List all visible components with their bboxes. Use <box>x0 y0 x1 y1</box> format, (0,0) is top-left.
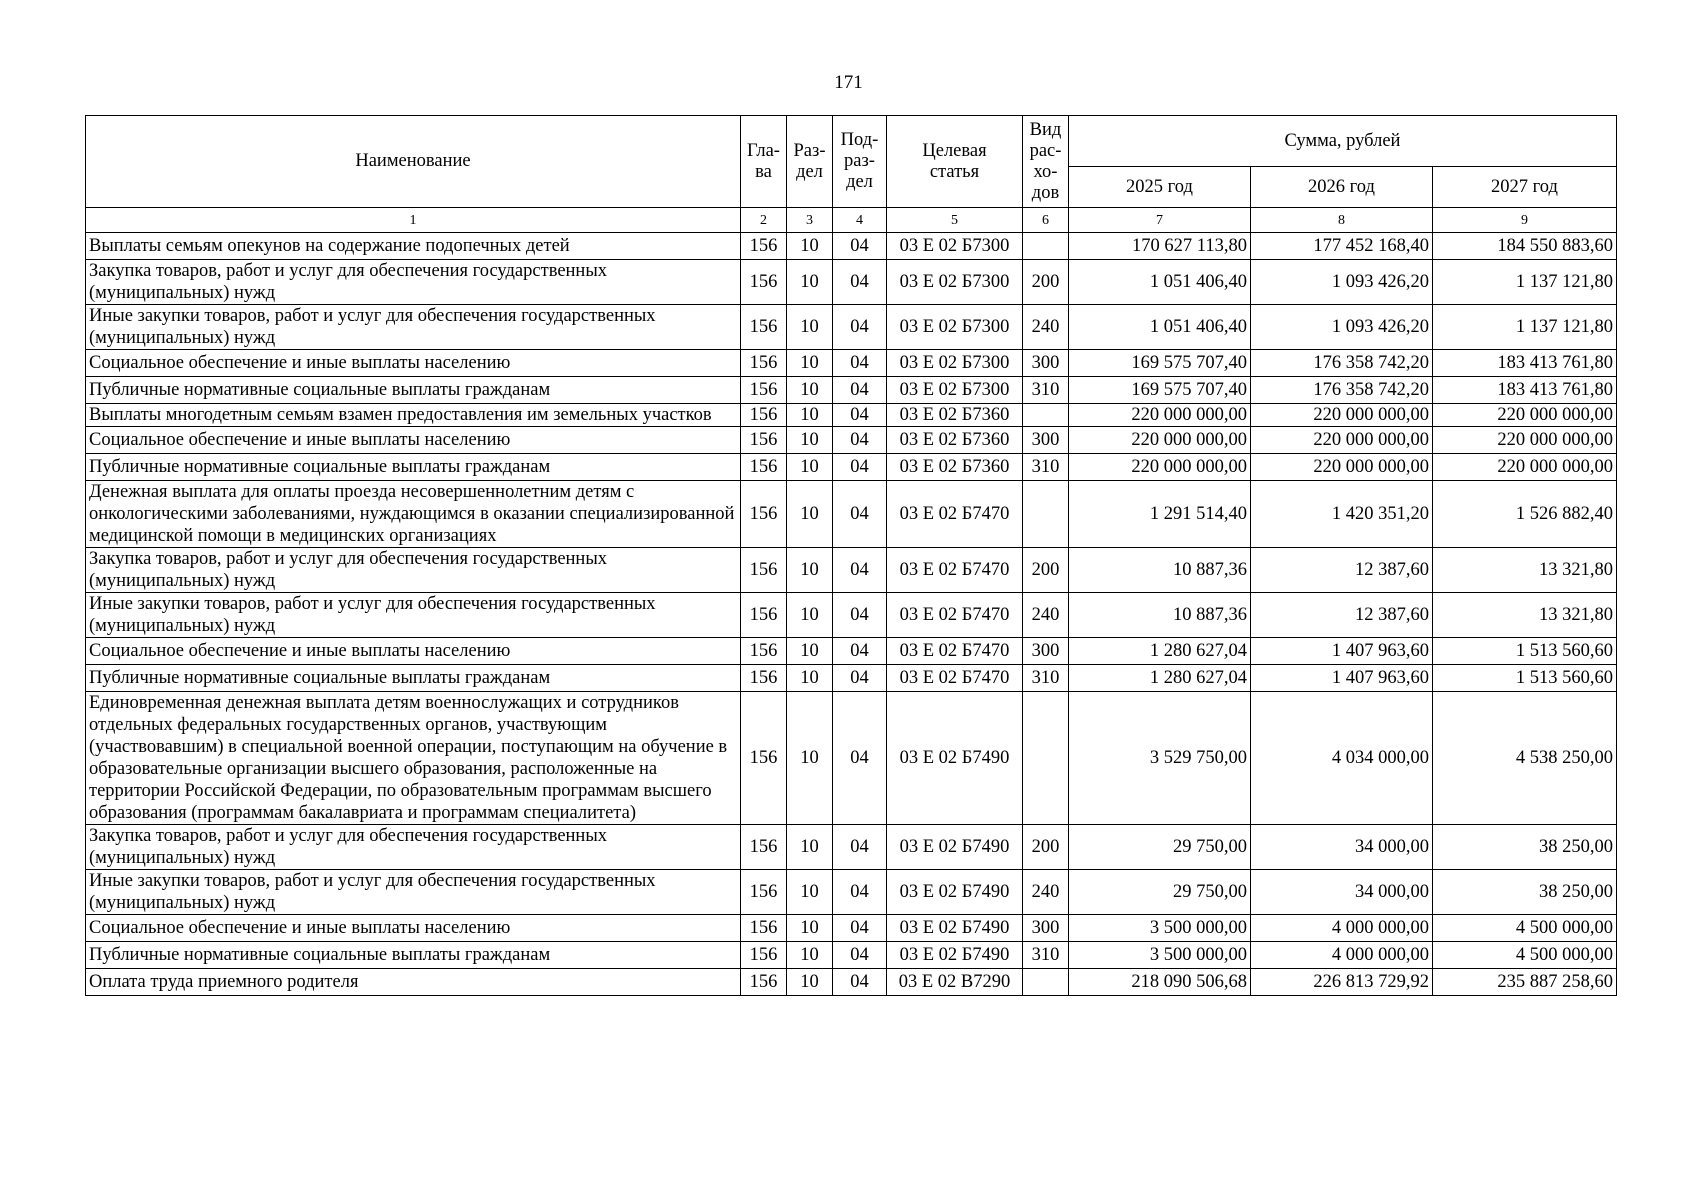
column-numbers-row <box>86 208 1617 233</box>
cell-celevaya: 03 Е 02 Б7470 <box>887 665 1023 692</box>
cell-razdel: 10 <box>787 638 833 665</box>
table-row <box>86 350 1617 377</box>
cell-vid: 200 <box>1023 260 1069 305</box>
table-row <box>86 377 1617 404</box>
cell-name: Оплата труда приемного родителя <box>86 969 741 996</box>
cell-razdel: 10 <box>787 969 833 996</box>
page-number: 171 <box>834 72 863 93</box>
cell-vid: 300 <box>1023 915 1069 942</box>
cell-2027: 183 413 761,80 <box>1433 350 1617 377</box>
cell-name: Выплаты семьям опекунов на содержание подопечных детей <box>86 233 741 260</box>
cell-razdel: 10 <box>787 260 833 305</box>
cell-2027: 1 513 560,60 <box>1433 638 1617 665</box>
cell-celevaya: 03 Е 02 Б7300 <box>887 377 1023 404</box>
cell-podrazdel: 04 <box>833 305 887 350</box>
cell-glava: 156 <box>741 593 787 638</box>
cell-name: Социальное обеспечение и иные выплаты населению <box>86 350 741 377</box>
cell-podrazdel: 04 <box>833 481 887 548</box>
cell-2025: 3 529 750,00 <box>1069 692 1251 825</box>
cell-2025: 1 051 406,40 <box>1069 260 1251 305</box>
cell-vid <box>1023 481 1069 548</box>
colnum-1: 1 <box>86 208 741 233</box>
colnum-5: 5 <box>887 208 1023 233</box>
cell-podrazdel: 04 <box>833 915 887 942</box>
cell-celevaya: 03 Е 02 Б7300 <box>887 305 1023 350</box>
cell-2027: 1 526 882,40 <box>1433 481 1617 548</box>
cell-razdel: 10 <box>787 942 833 969</box>
cell-2026: 12 387,60 <box>1251 593 1433 638</box>
cell-name: Закупка товаров, работ и услуг для обеспечения государственных (муниципальных) нужд <box>86 260 741 305</box>
table-header <box>86 116 1617 233</box>
cell-glava: 156 <box>741 548 787 593</box>
cell-2027: 13 321,80 <box>1433 593 1617 638</box>
cell-celevaya: 03 Е 02 Б7360 <box>887 404 1023 427</box>
header-podrazdel-label: Под- раз- дел <box>840 130 879 192</box>
cell-celevaya: 03 Е 02 Б7360 <box>887 427 1023 454</box>
cell-celevaya: 03 Е 02 Б7470 <box>887 481 1023 548</box>
cell-2027: 184 550 883,60 <box>1433 233 1617 260</box>
cell-name: Публичные нормативные социальные выплаты гражданам <box>86 942 741 969</box>
cell-glava: 156 <box>741 377 787 404</box>
table-row <box>86 969 1617 996</box>
cell-2026: 1 407 963,60 <box>1251 638 1433 665</box>
cell-2026: 1 093 426,20 <box>1251 260 1433 305</box>
cell-celevaya: 03 Е 02 Б7490 <box>887 692 1023 825</box>
cell-celevaya: 03 Е 02 Б7470 <box>887 638 1023 665</box>
cell-vid <box>1023 404 1069 427</box>
header-glava-label: Гла- ва <box>747 140 780 182</box>
cell-2027: 13 321,80 <box>1433 548 1617 593</box>
cell-2027: 38 250,00 <box>1433 870 1617 915</box>
cell-podrazdel: 04 <box>833 404 887 427</box>
cell-podrazdel: 04 <box>833 260 887 305</box>
cell-razdel: 10 <box>787 593 833 638</box>
cell-2025: 29 750,00 <box>1069 825 1251 870</box>
cell-podrazdel: 04 <box>833 377 887 404</box>
cell-2025: 1 051 406,40 <box>1069 305 1251 350</box>
cell-razdel: 10 <box>787 481 833 548</box>
cell-name: Закупка товаров, работ и услуг для обеспечения государственных (муниципальных) нужд <box>86 548 741 593</box>
cell-2027: 4 500 000,00 <box>1433 942 1617 969</box>
cell-razdel: 10 <box>787 692 833 825</box>
cell-vid: 310 <box>1023 942 1069 969</box>
table-row <box>86 305 1617 350</box>
cell-glava: 156 <box>741 665 787 692</box>
cell-glava: 156 <box>741 404 787 427</box>
cell-vid: 200 <box>1023 548 1069 593</box>
cell-celevaya: 03 Е 02 В7290 <box>887 969 1023 996</box>
cell-podrazdel: 04 <box>833 593 887 638</box>
cell-vid: 240 <box>1023 870 1069 915</box>
cell-razdel: 10 <box>787 915 833 942</box>
cell-vid: 300 <box>1023 638 1069 665</box>
cell-podrazdel: 04 <box>833 233 887 260</box>
header-razdel-label: Раз- дел <box>793 140 826 182</box>
header-vid-label: Вид рас- хо- дов <box>1029 119 1062 203</box>
header-glava <box>741 116 787 208</box>
cell-name: Публичные нормативные социальные выплаты гражданам <box>86 454 741 481</box>
cell-vid: 300 <box>1023 427 1069 454</box>
cell-2027: 183 413 761,80 <box>1433 377 1617 404</box>
cell-2025: 1 291 514,40 <box>1069 481 1251 548</box>
cell-2026: 1 420 351,20 <box>1251 481 1433 548</box>
cell-celevaya: 03 Е 02 Б7490 <box>887 942 1023 969</box>
cell-razdel: 10 <box>787 350 833 377</box>
cell-2025: 10 887,36 <box>1069 593 1251 638</box>
header-year-2026: 2026 год <box>1251 167 1433 208</box>
cell-2025: 1 280 627,04 <box>1069 638 1251 665</box>
cell-2027: 4 538 250,00 <box>1433 692 1617 825</box>
cell-glava: 156 <box>741 969 787 996</box>
cell-2026: 220 000 000,00 <box>1251 404 1433 427</box>
colnum-9: 9 <box>1433 208 1617 233</box>
cell-2026: 176 358 742,20 <box>1251 377 1433 404</box>
table-row <box>86 404 1617 427</box>
cell-vid: 300 <box>1023 350 1069 377</box>
cell-razdel: 10 <box>787 377 833 404</box>
colnum-8: 8 <box>1251 208 1433 233</box>
cell-celevaya: 03 Е 02 Б7490 <box>887 915 1023 942</box>
header-year-2027: 2027 год <box>1433 167 1617 208</box>
cell-glava: 156 <box>741 454 787 481</box>
cell-2027: 220 000 000,00 <box>1433 404 1617 427</box>
colnum-3: 3 <box>787 208 833 233</box>
cell-name: Выплаты многодетным семьям взамен предоставления им земельных участков <box>86 404 741 427</box>
cell-2027: 235 887 258,60 <box>1433 969 1617 996</box>
colnum-6: 6 <box>1023 208 1069 233</box>
cell-glava: 156 <box>741 825 787 870</box>
cell-name: Социальное обеспечение и иные выплаты населению <box>86 915 741 942</box>
cell-razdel: 10 <box>787 427 833 454</box>
cell-podrazdel: 04 <box>833 427 887 454</box>
cell-celevaya: 03 Е 02 Б7300 <box>887 350 1023 377</box>
cell-vid <box>1023 233 1069 260</box>
cell-name: Социальное обеспечение и иные выплаты населению <box>86 638 741 665</box>
cell-name: Денежная выплата для оплаты проезда несовершеннолетним детям с онкологическими заболеваниями, нуждающимся в оказании специализированной медицинской помощи в медицинских организациях <box>86 481 741 548</box>
cell-2025: 220 000 000,00 <box>1069 454 1251 481</box>
cell-2025: 169 575 707,40 <box>1069 377 1251 404</box>
cell-vid: 240 <box>1023 305 1069 350</box>
cell-glava: 156 <box>741 870 787 915</box>
cell-podrazdel: 04 <box>833 942 887 969</box>
header-razdel <box>787 116 833 208</box>
cell-2027: 1 513 560,60 <box>1433 665 1617 692</box>
table-row <box>86 638 1617 665</box>
colnum-4: 4 <box>833 208 887 233</box>
table-row <box>86 692 1617 825</box>
cell-glava: 156 <box>741 638 787 665</box>
cell-podrazdel: 04 <box>833 665 887 692</box>
table-body <box>86 233 1617 996</box>
cell-vid: 310 <box>1023 665 1069 692</box>
cell-2026: 4 034 000,00 <box>1251 692 1433 825</box>
cell-2025: 1 280 627,04 <box>1069 665 1251 692</box>
header-celevaya <box>887 116 1023 208</box>
cell-2025: 3 500 000,00 <box>1069 942 1251 969</box>
cell-name: Единовременная денежная выплата детям военнослужащих и сотрудников отдельных федеральных государственных органов, участвующим (участвовавшим) в специальной военной операции, поступающим на обучение в образовательные организации высшего образования, расположенные на территории Российской Федерации, по образовательным программам высшего образования (программам бакалавриата и программам специалитета) <box>86 692 741 825</box>
header-vid <box>1023 116 1069 208</box>
cell-name: Иные закупки товаров, работ и услуг для обеспечения государственных (муниципальных) нужд <box>86 870 741 915</box>
colnum-2: 2 <box>741 208 787 233</box>
table-row <box>86 427 1617 454</box>
cell-razdel: 10 <box>787 454 833 481</box>
cell-2027: 1 137 121,80 <box>1433 260 1617 305</box>
cell-2025: 169 575 707,40 <box>1069 350 1251 377</box>
cell-2026: 12 387,60 <box>1251 548 1433 593</box>
cell-razdel: 10 <box>787 305 833 350</box>
cell-2025: 3 500 000,00 <box>1069 915 1251 942</box>
cell-2026: 177 452 168,40 <box>1251 233 1433 260</box>
cell-celevaya: 03 Е 02 Б7360 <box>887 454 1023 481</box>
cell-2027: 4 500 000,00 <box>1433 915 1617 942</box>
cell-vid <box>1023 969 1069 996</box>
table-row <box>86 665 1617 692</box>
table-row <box>86 260 1617 305</box>
cell-glava: 156 <box>741 915 787 942</box>
table-row <box>86 481 1617 548</box>
cell-2025: 220 000 000,00 <box>1069 404 1251 427</box>
cell-razdel: 10 <box>787 665 833 692</box>
cell-2025: 170 627 113,80 <box>1069 233 1251 260</box>
cell-vid: 310 <box>1023 454 1069 481</box>
cell-name: Социальное обеспечение и иные выплаты населению <box>86 427 741 454</box>
cell-razdel: 10 <box>787 548 833 593</box>
cell-glava: 156 <box>741 233 787 260</box>
header-podrazdel <box>833 116 887 208</box>
cell-glava: 156 <box>741 305 787 350</box>
table-row <box>86 454 1617 481</box>
cell-glava: 156 <box>741 481 787 548</box>
table-row <box>86 942 1617 969</box>
cell-razdel: 10 <box>787 404 833 427</box>
header-summa: Сумма, рублей <box>1069 116 1617 167</box>
cell-2026: 4 000 000,00 <box>1251 942 1433 969</box>
budget-table <box>85 115 1617 996</box>
cell-name: Публичные нормативные социальные выплаты гражданам <box>86 665 741 692</box>
table-row <box>86 233 1617 260</box>
cell-2026: 34 000,00 <box>1251 870 1433 915</box>
cell-celevaya: 03 Е 02 Б7470 <box>887 593 1023 638</box>
cell-2026: 4 000 000,00 <box>1251 915 1433 942</box>
cell-2025: 220 000 000,00 <box>1069 427 1251 454</box>
cell-name: Публичные нормативные социальные выплаты гражданам <box>86 377 741 404</box>
cell-glava: 156 <box>741 942 787 969</box>
cell-2026: 1 093 426,20 <box>1251 305 1433 350</box>
cell-podrazdel: 04 <box>833 454 887 481</box>
header-row-top <box>86 116 1617 167</box>
cell-razdel: 10 <box>787 870 833 915</box>
cell-2025: 218 090 506,68 <box>1069 969 1251 996</box>
cell-glava: 156 <box>741 692 787 825</box>
cell-vid <box>1023 692 1069 825</box>
table-row <box>86 870 1617 915</box>
cell-name: Иные закупки товаров, работ и услуг для обеспечения государственных (муниципальных) нужд <box>86 305 741 350</box>
cell-2026: 226 813 729,92 <box>1251 969 1433 996</box>
cell-glava: 156 <box>741 350 787 377</box>
cell-2027: 1 137 121,80 <box>1433 305 1617 350</box>
cell-2026: 1 407 963,60 <box>1251 665 1433 692</box>
cell-name: Закупка товаров, работ и услуг для обеспечения государственных (муниципальных) нужд <box>86 825 741 870</box>
cell-2026: 176 358 742,20 <box>1251 350 1433 377</box>
cell-podrazdel: 04 <box>833 638 887 665</box>
cell-razdel: 10 <box>787 233 833 260</box>
header-year-2025: 2025 год <box>1069 167 1251 208</box>
cell-2026: 220 000 000,00 <box>1251 427 1433 454</box>
cell-glava: 156 <box>741 427 787 454</box>
cell-podrazdel: 04 <box>833 350 887 377</box>
cell-2025: 29 750,00 <box>1069 870 1251 915</box>
cell-podrazdel: 04 <box>833 870 887 915</box>
cell-podrazdel: 04 <box>833 825 887 870</box>
table-row <box>86 825 1617 870</box>
cell-podrazdel: 04 <box>833 692 887 825</box>
cell-2026: 220 000 000,00 <box>1251 454 1433 481</box>
cell-2027: 220 000 000,00 <box>1433 454 1617 481</box>
table-row <box>86 593 1617 638</box>
cell-vid: 240 <box>1023 593 1069 638</box>
cell-2027: 38 250,00 <box>1433 825 1617 870</box>
cell-podrazdel: 04 <box>833 969 887 996</box>
cell-name: Иные закупки товаров, работ и услуг для обеспечения государственных (муниципальных) нужд <box>86 593 741 638</box>
cell-celevaya: 03 Е 02 Б7490 <box>887 870 1023 915</box>
cell-celevaya: 03 Е 02 Б7490 <box>887 825 1023 870</box>
cell-glava: 156 <box>741 260 787 305</box>
cell-celevaya: 03 Е 02 Б7300 <box>887 260 1023 305</box>
cell-razdel: 10 <box>787 825 833 870</box>
table-row <box>86 548 1617 593</box>
header-name: Наименование <box>86 116 741 208</box>
cell-podrazdel: 04 <box>833 548 887 593</box>
cell-2025: 10 887,36 <box>1069 548 1251 593</box>
cell-vid: 310 <box>1023 377 1069 404</box>
cell-celevaya: 03 Е 02 Б7300 <box>887 233 1023 260</box>
cell-2027: 220 000 000,00 <box>1433 427 1617 454</box>
cell-celevaya: 03 Е 02 Б7470 <box>887 548 1023 593</box>
table-row <box>86 915 1617 942</box>
colnum-7: 7 <box>1069 208 1251 233</box>
cell-vid: 200 <box>1023 825 1069 870</box>
cell-2026: 34 000,00 <box>1251 825 1433 870</box>
header-celevaya-label: Целевая статья <box>922 140 987 182</box>
